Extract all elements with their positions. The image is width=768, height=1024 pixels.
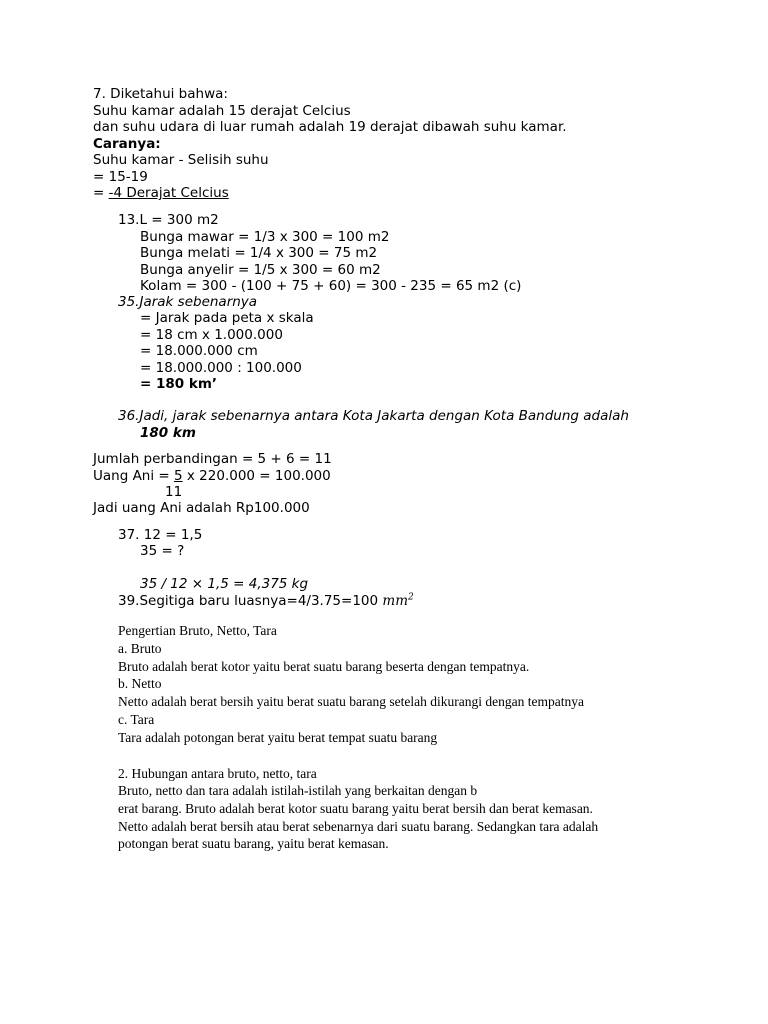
q7-answer-prefix: = (93, 185, 109, 201)
q39-unit: mm (382, 593, 408, 609)
hubungan-line-1: Bruto, netto dan tara adalah istilah-istilah yang berkaitan dengan b (118, 783, 478, 798)
bruto-item-b: b. Netto (118, 676, 162, 691)
bruto-item-c: c. Tara (118, 712, 155, 727)
q35-line-4: = 18.000.000 : 100.000 (140, 360, 302, 376)
q36-answer: 180 km (140, 425, 196, 441)
ani-suffix: x 220.000 = 100.000 (182, 468, 331, 484)
ani-line-1: Jumlah perbandingan = 5 + 6 = 11 (93, 451, 332, 467)
q37-answer: 35 / 12 × 1,5 = 4,375 kg (140, 576, 309, 592)
hubungan-line-2: erat barang. Bruto adalah berat kotor suatu barang yaitu berat bersih dan berat kemasan. (118, 801, 593, 816)
q7-answer: -4 Derajat Celcius (108, 185, 229, 201)
q35-answer: = 180 km’ (140, 376, 218, 392)
q13-line-1: 13.L = 300 m2 (118, 212, 219, 228)
q7-answer-line (93, 185, 229, 202)
q37-line-2: 35 = ? (140, 543, 185, 559)
bruto-item-a-definition: Bruto adalah berat kotor yaitu berat suatu barang beserta dengan tempatnya. (118, 659, 530, 674)
q13-line-4: Bunga anyelir = 1/5 x 300 = 60 m2 (140, 262, 381, 278)
ani-denominator: 11 (165, 484, 183, 500)
q13-line-5: Kolam = 300 - (100 + 75 + 60) = 300 - 235 = 65 m2 (c) (140, 278, 522, 294)
ani-numerator: 5 (174, 468, 183, 484)
bruto-item-c-definition: Tara adalah potongan berat yaitu berat tempat suatu barang (118, 730, 438, 745)
hubungan-line-4: potongan berat suatu barang, yaitu berat kemasan. (118, 836, 389, 851)
q35-title: 35.Jarak sebenarnya (118, 294, 258, 310)
q13-line-2: Bunga mawar = 1/3 x 300 = 100 m2 (140, 229, 390, 245)
q7-line-4: = 15-19 (93, 169, 148, 185)
bruto-item-a: a. Bruto (118, 641, 162, 656)
bruto-section-title: Pengertian Bruto, Netto, Tara (118, 623, 277, 638)
q7-line-2: dan suhu udara di luar rumah adalah 19 derajat dibawah suhu kamar. (93, 119, 567, 135)
ani-prefix: Uang Ani = (93, 468, 175, 484)
q39-line (118, 593, 414, 610)
q39-exponent: 2 (408, 592, 414, 603)
q36-line-1: 36.Jadi, jarak sebenarnya antara Kota Jakarta dengan Kota Bandung adalah (118, 408, 629, 424)
q39-text: 39.Segitiga baru luasnya=4/3.75=100 (118, 593, 383, 609)
ani-line-3: Jadi uang Ani adalah Rp100.000 (93, 500, 310, 516)
hubungan-line-3: Netto adalah berat bersih atau berat sebenarnya dari suatu barang. Sedangkan tara adalah (118, 819, 599, 834)
q35-line-2: = 18 cm x 1.000.000 (140, 327, 283, 343)
q7-line-3: Suhu kamar - Selisih suhu (93, 152, 269, 168)
q7-title: 7. Diketahui bahwa: (93, 86, 228, 102)
bruto-item-b-definition: Netto adalah berat bersih yaitu berat suatu barang setelah dikurangi dengan tempatnya (118, 694, 584, 709)
q35-line-1: = Jarak pada peta x skala (140, 310, 314, 326)
q7-line-1: Suhu kamar adalah 15 derajat Celcius (93, 103, 351, 119)
hubungan-title: 2. Hubungan antara bruto, netto, tara (118, 766, 317, 781)
q13-line-3: Bunga melati = 1/4 x 300 = 75 m2 (140, 245, 378, 261)
q35-line-3: = 18.000.000 cm (140, 343, 258, 359)
ani-line-2 (93, 468, 331, 485)
q37-line-1: 37. 12 = 1,5 (118, 527, 203, 543)
q7-caranya-heading: Caranya: (93, 136, 161, 152)
